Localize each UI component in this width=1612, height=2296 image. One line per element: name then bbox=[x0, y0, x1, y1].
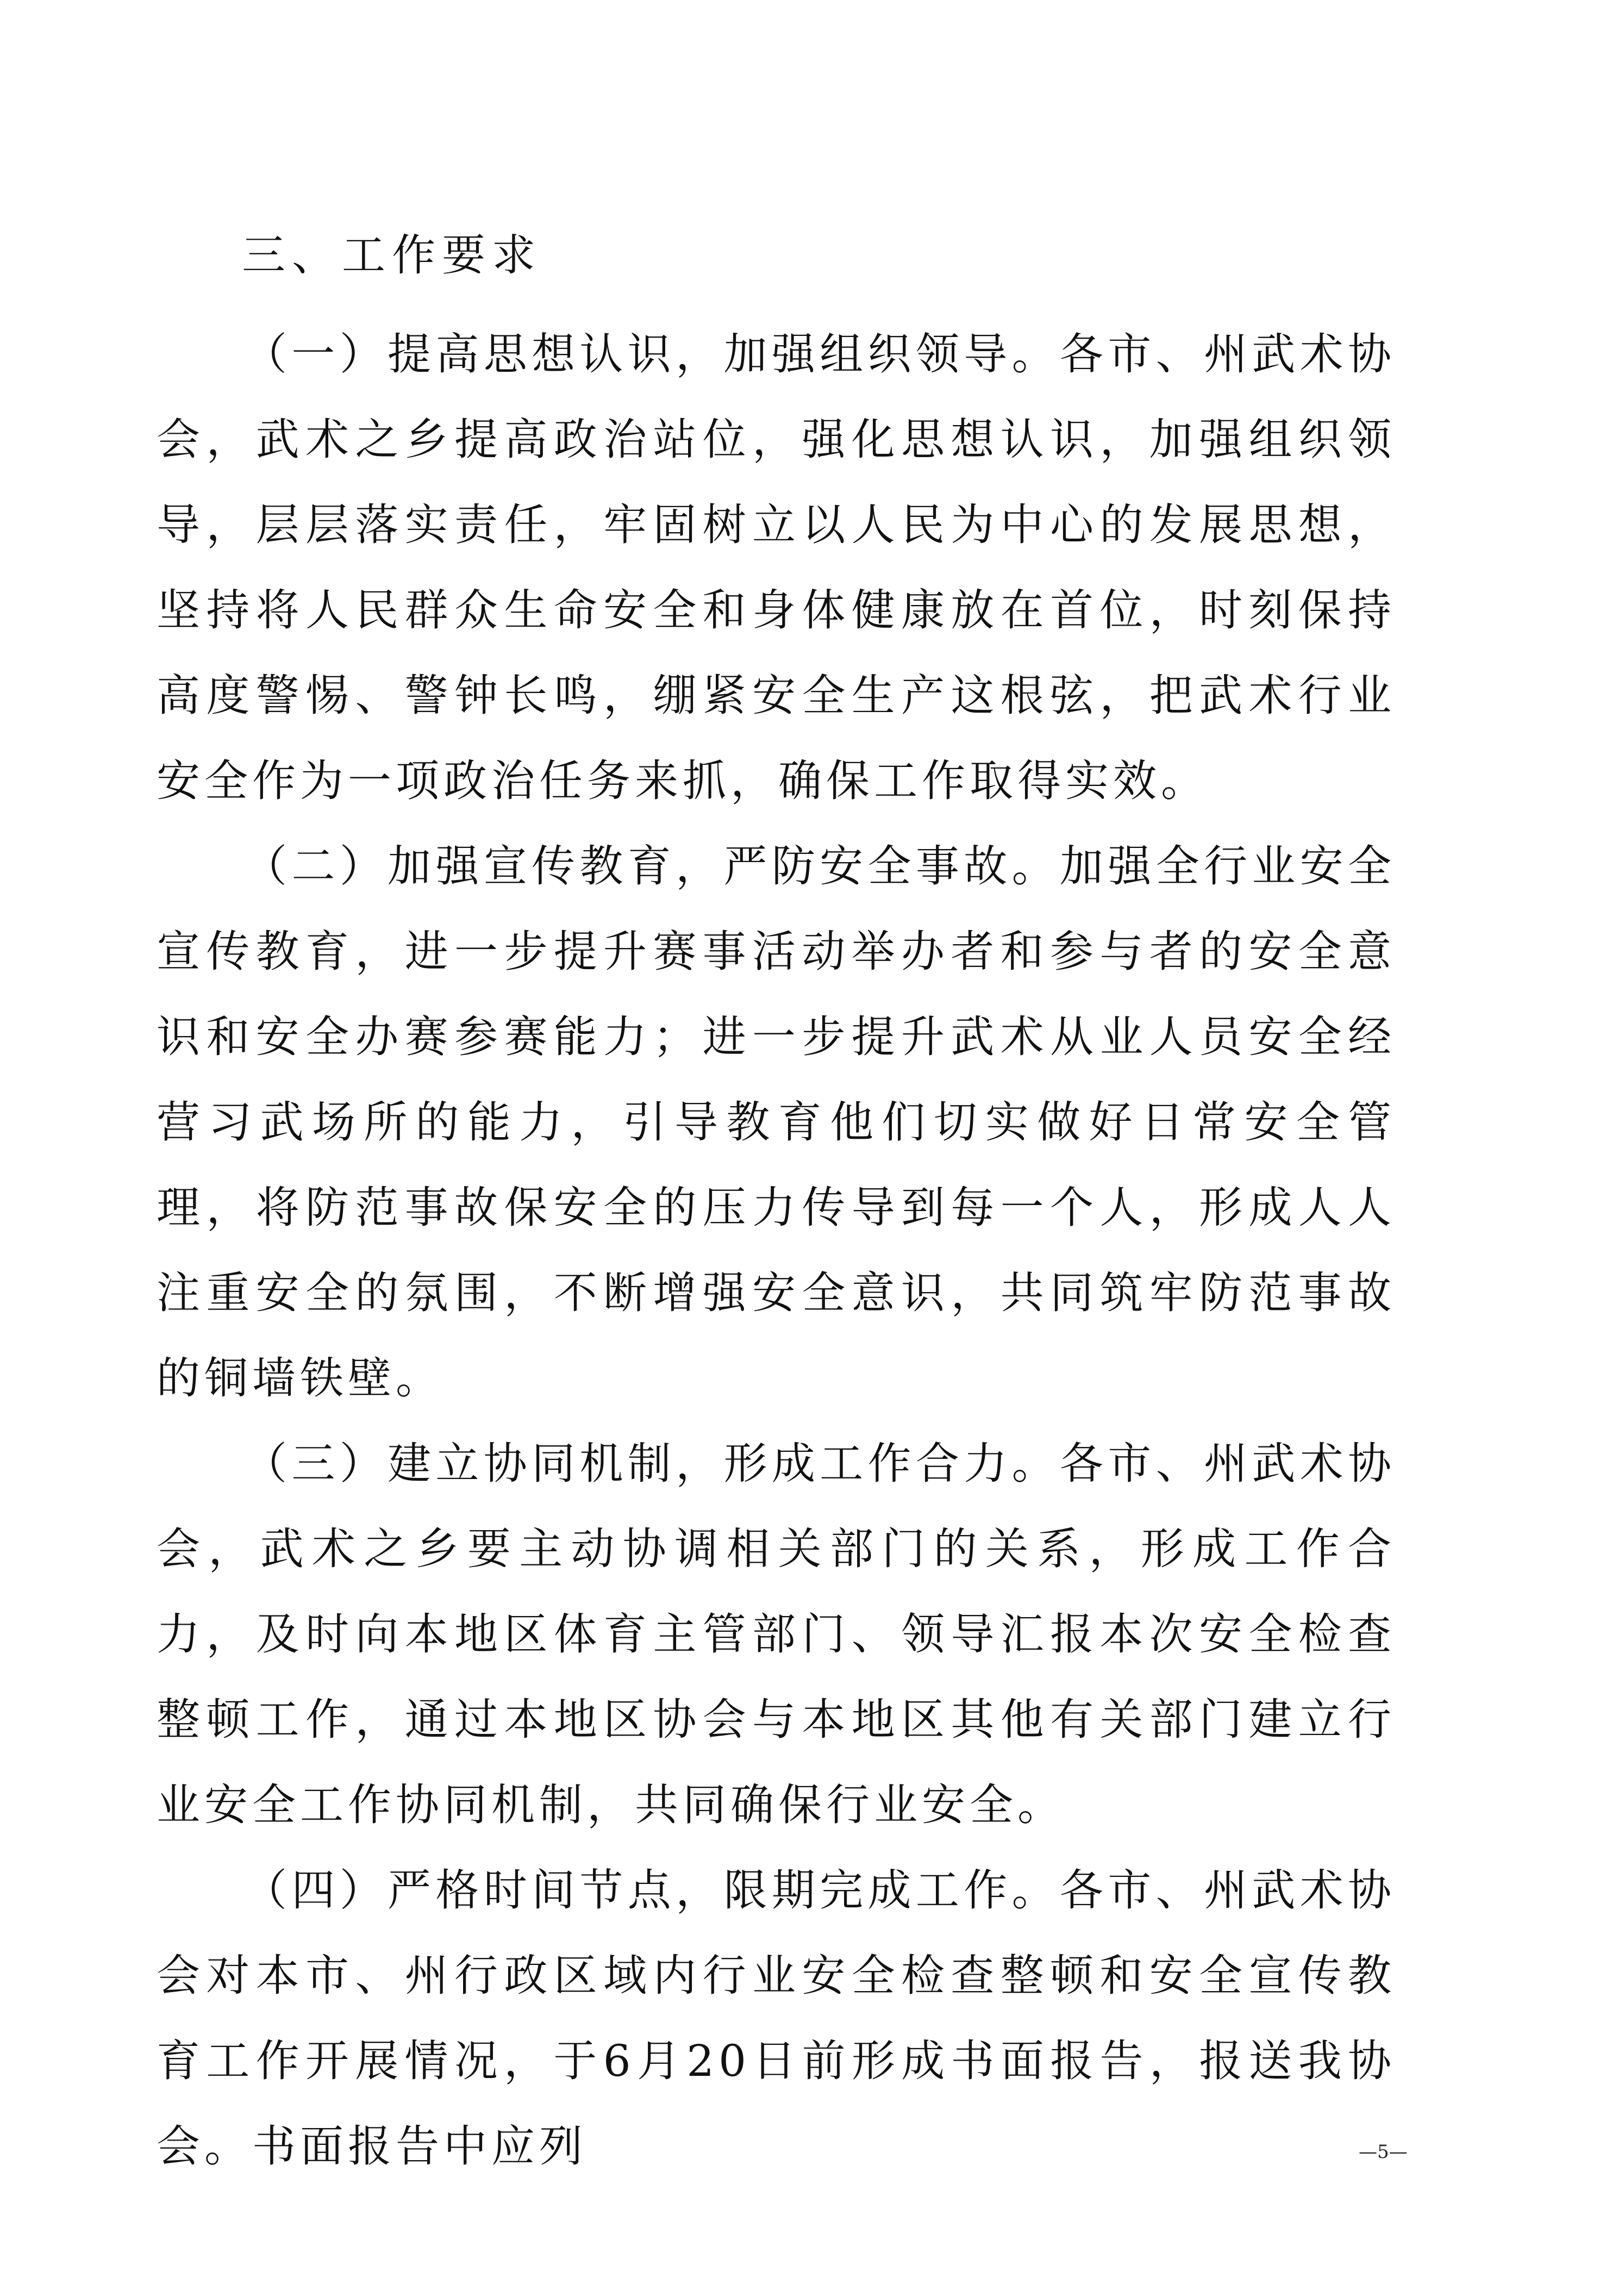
document-body bbox=[157, 311, 1396, 2189]
paragraph-1: （一）提高思想认识，加强组织领导。各市、州武术协会，武术之乡提高政治站位，强化思想认识，加强组织领导，层层落实责任，牢固树立以人民为中心的发展思想，坚持将人民群众生命安全和身体健康放在首位，时刻保持高度警惕、警钟长鸣，绷紧安全生产这根弦，把武术行业安全作为一项政治任务来抓，确保工作取得实效。 bbox=[157, 329, 1396, 806]
paragraph-2: （二）加强宣传教育，严防安全事故。加强全行业安全宣传教育，进一步提升赛事活动举办者和参与者的安全意识和安全办赛参赛能力；进一步提升武术从业人员安全经营习武场所的能力，引导教育他们切实做好日常安全管理，将防范事故保安全的压力传导到每一个人，形成人人注重安全的氛围，不断增强安全意识，共同筑牢防范事故的铜墙铁壁。 bbox=[157, 841, 1396, 1403]
paragraph-4: （四）严格时间节点，限期完成工作。各市、州武术协会对本市、州行政区域内行业安全检查整顿和安全宣传教育工作开展情况，于6月20日前形成书面报告，报送我协会。书面报告中应列 bbox=[157, 1865, 1396, 2172]
page-number: —5— bbox=[1359, 2141, 1408, 2163]
paragraph-3: （三）建立协同机制，形成工作合力。各市、州武术协会，武术之乡要主动协调相关部门的关系，形成工作合力，及时向本地区体育主管部门、领导汇报本次安全检查整顿工作，通过本地区协会与本地区其他有关部门建立行业安全工作协同机制，共同确保行业安全。 bbox=[157, 1438, 1396, 1830]
section-heading: 三、工作要求 bbox=[242, 230, 542, 280]
